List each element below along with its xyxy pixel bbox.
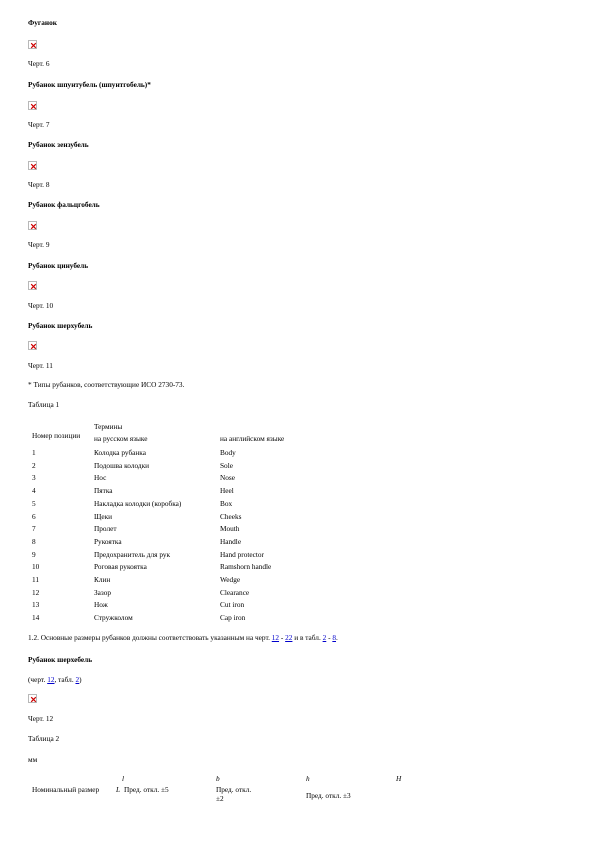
section-heading-sherhebel: Рубанок шерхебель bbox=[28, 655, 93, 664]
link-figure-22[interactable]: 22 bbox=[285, 633, 293, 642]
figure-caption-9: Черт. 9 bbox=[28, 240, 50, 249]
broken-image-icon bbox=[28, 40, 37, 49]
table-cell-position: 11 bbox=[32, 575, 40, 584]
table-cell-russian: Пятка bbox=[94, 486, 113, 496]
table-cell-position: 1 bbox=[32, 448, 36, 457]
link-table-8[interactable]: 8 bbox=[332, 633, 337, 642]
paragraph-text: и в табл. bbox=[292, 633, 323, 642]
paragraph-text: 1.2. Основные размеры рубанков должны соответствовать указанным на черт. bbox=[28, 633, 272, 642]
tolerance-H: Пред. откл. ±3 bbox=[306, 791, 351, 800]
footnote: * Типы рубанков, соответствующие ИСО 2730-73. bbox=[28, 380, 185, 389]
figure-caption-7: Черт. 7 bbox=[28, 120, 50, 129]
paragraph-text: - bbox=[326, 633, 333, 642]
table-cell-russian: Нос bbox=[94, 473, 107, 483]
broken-image-icon bbox=[28, 281, 37, 290]
table-cell-position: 9 bbox=[32, 549, 36, 559]
table-cell-russian: Предохранитель для рук bbox=[94, 549, 171, 559]
table-cell-position: 8 bbox=[32, 536, 36, 546]
paragraph-1-2 bbox=[28, 634, 338, 642]
broken-image-icon bbox=[28, 694, 37, 703]
table-cell-russian: Колодка рубанка bbox=[94, 448, 146, 457]
broken-image-icon bbox=[28, 101, 37, 110]
tolerance-B-value: ±2 bbox=[216, 794, 224, 803]
table-cell-position: 13 bbox=[32, 600, 40, 610]
table-cell-position: 2 bbox=[32, 460, 36, 470]
table-cell-english: Sole bbox=[220, 460, 233, 470]
table-header-position: Номер позиции bbox=[32, 431, 81, 440]
section-reference bbox=[28, 676, 82, 684]
figure-caption-12: Черт. 12 bbox=[28, 714, 54, 723]
figure-caption-8: Черт. 8 bbox=[28, 180, 50, 189]
table-cell-english: Hand protector bbox=[220, 549, 264, 559]
figure-caption-10: Черт. 10 bbox=[28, 301, 54, 310]
table-header-nominal: Номинальный размер bbox=[32, 785, 100, 794]
section-heading-faltsgobel: Рубанок фальцгобель bbox=[28, 200, 100, 209]
table-cell-russian: Клин bbox=[94, 575, 111, 584]
table-cell-position: 3 bbox=[32, 473, 36, 483]
reference-text: (черт. bbox=[28, 675, 48, 684]
paragraph-text: . bbox=[336, 633, 338, 642]
table-cell-english: Heel bbox=[220, 486, 234, 496]
table-cell-position: 12 bbox=[32, 587, 40, 597]
link-figure-12[interactable]: 12 bbox=[47, 675, 55, 684]
section-heading-fuganok: Фуганок bbox=[28, 18, 57, 27]
tolerance-L: Пред. откл. ±5 bbox=[124, 785, 169, 794]
table-cell-english: Box bbox=[220, 498, 233, 508]
broken-image-icon bbox=[28, 221, 37, 230]
table-cell-position: 6 bbox=[32, 511, 36, 521]
table-cell-position: 14 bbox=[32, 613, 40, 623]
table-header-L: L bbox=[116, 785, 121, 794]
table-cell-english: Ramshorn handle bbox=[220, 562, 272, 572]
table-cell-english: Handle bbox=[220, 536, 242, 546]
table-header-terms: Термины bbox=[94, 422, 123, 431]
table-cell-english: Body bbox=[220, 448, 236, 457]
figure-caption-6: Черт. 6 bbox=[28, 59, 50, 68]
table-header-russian: на русском языке bbox=[94, 434, 148, 443]
table-cell-russian: Стружколом bbox=[94, 613, 133, 623]
table-cell-russian: Нож bbox=[94, 600, 108, 610]
table-cell-position: 7 bbox=[32, 524, 36, 534]
section-heading-zenzubel: Рубанок зензубель bbox=[28, 140, 89, 149]
link-figure-12[interactable]: 12 bbox=[271, 633, 280, 642]
table-cell-english: Clearance bbox=[220, 587, 250, 597]
section-heading-shpuntubel: Рубанок шпунтубель (шпунтгобель)* bbox=[28, 80, 151, 89]
table-cell-russian: Щеки bbox=[94, 511, 113, 521]
table-cell-position: 4 bbox=[32, 486, 36, 496]
unit-label: мм bbox=[28, 755, 38, 764]
section-heading-sherhubel: Рубанок шерхубель bbox=[28, 321, 93, 330]
table-cell-english: Nose bbox=[220, 473, 235, 483]
reference-text: , табл. bbox=[54, 675, 76, 684]
table-cell-russian: Зазор bbox=[94, 587, 112, 597]
table-header-english: на английском языке bbox=[220, 434, 285, 443]
table-title: Таблица 2 bbox=[28, 734, 60, 743]
table-cell-russian: Подошва колодки bbox=[94, 460, 150, 470]
table-cell-english: Cut iron bbox=[220, 600, 245, 610]
table-cell-english: Wedge bbox=[220, 575, 241, 584]
figure-caption-11: Черт. 11 bbox=[28, 361, 53, 370]
reference-text: ) bbox=[79, 675, 82, 684]
table-cell-english: Cheeks bbox=[220, 511, 242, 521]
table-cell-position: 5 bbox=[32, 498, 36, 508]
tolerance-B: Пред. откл. bbox=[216, 785, 252, 794]
table-cell-position: 10 bbox=[32, 562, 40, 572]
table-header-H: H bbox=[396, 774, 402, 783]
table-cell-english: Mouth bbox=[220, 524, 240, 534]
table-header-l: l bbox=[122, 774, 125, 783]
table-title: Таблица 1 bbox=[28, 400, 60, 409]
table-cell-russian: Накладка колодки (коробка) bbox=[94, 498, 182, 508]
link-table-2[interactable]: 2 bbox=[322, 633, 327, 642]
table-cell-russian: Роговая рукоятка bbox=[94, 562, 147, 572]
table-cell-russian: Пролет bbox=[94, 524, 117, 534]
table-header-b: b bbox=[216, 774, 220, 783]
broken-image-icon bbox=[28, 161, 37, 170]
section-heading-tsinubel: Рубанок цинубель bbox=[28, 261, 89, 270]
paragraph-text: - bbox=[279, 633, 286, 642]
broken-image-icon bbox=[28, 341, 37, 350]
table-cell-english: Cap iron bbox=[220, 613, 246, 623]
table-cell-russian: Рукоятка bbox=[94, 536, 122, 546]
table-header-h: h bbox=[306, 774, 310, 783]
link-table-2[interactable]: 2 bbox=[75, 675, 80, 684]
